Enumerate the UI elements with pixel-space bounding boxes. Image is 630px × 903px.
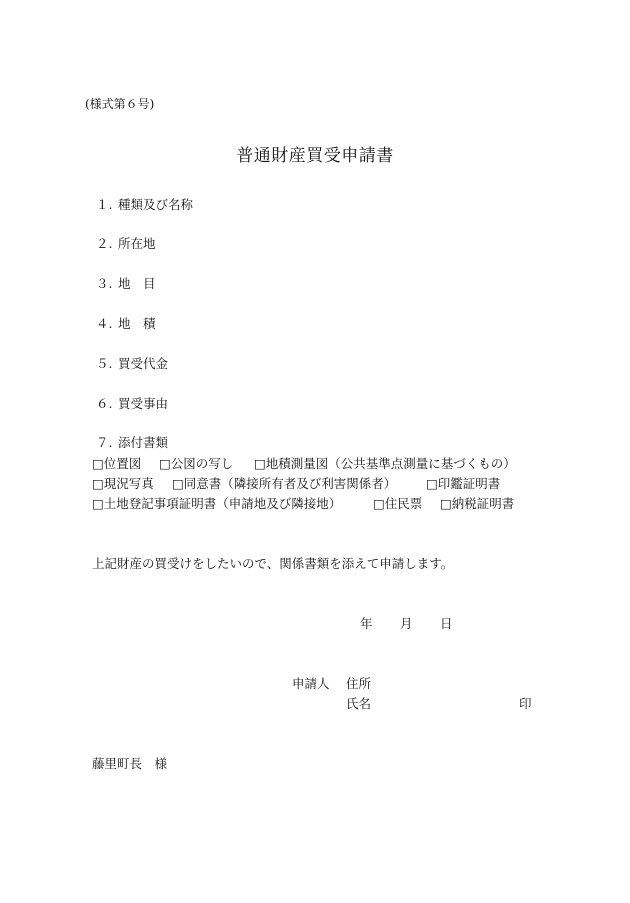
checkbox-tax-certificate[interactable]: □納税証明書	[440, 496, 515, 511]
checkbox-site-photos[interactable]: □現況写真	[92, 476, 154, 491]
item-purchase-reason	[96, 398, 168, 411]
attachment-row-2	[92, 478, 500, 491]
item-label: 地 目	[118, 276, 156, 291]
item-purchase-price	[96, 358, 168, 371]
item-number: ４.	[96, 316, 113, 331]
document-title: 普通財産買受申請書	[236, 146, 394, 166]
date-month-label: 月	[400, 616, 413, 631]
item-number: ６.	[96, 396, 113, 411]
item-label: 地 積	[118, 316, 156, 331]
checkbox-location-map[interactable]: □位置図	[92, 456, 142, 471]
item-label: 所在地	[118, 236, 156, 251]
item-label: 添付書類	[118, 435, 169, 450]
checkbox-resident-record[interactable]: □住民票	[373, 496, 423, 511]
checkbox-seal-certificate[interactable]: □印鑑証明書	[426, 476, 501, 491]
attachment-row-3	[92, 498, 514, 511]
item-location	[96, 238, 156, 251]
item-type-name	[96, 199, 193, 212]
item-number: ５.	[96, 356, 113, 371]
item-label: 種類及び名称	[118, 197, 194, 212]
address-label: 住所	[346, 676, 372, 691]
date-year-label: 年	[360, 616, 373, 631]
item-label: 買受事由	[118, 396, 169, 411]
item-attachments	[96, 437, 168, 450]
checkbox-land-registry-certificate[interactable]: □土地登記事項証明書（申請地及び隣接地）	[92, 496, 342, 511]
addressee: 藤里町長 様	[92, 756, 168, 771]
item-number: ２.	[96, 236, 113, 251]
name-label: 氏名	[346, 696, 372, 711]
item-label: 買受代金	[118, 356, 169, 371]
checkbox-consent-form[interactable]: □同意書（隣接所有者及び利害関係者）	[172, 476, 397, 491]
date-day-label: 日	[440, 616, 453, 631]
checkbox-cadastral-map-copy[interactable]: □公図の写し	[159, 456, 234, 471]
item-number: ７.	[96, 435, 113, 450]
form-number: (様式第６号)	[85, 97, 155, 111]
applicant-label: 申請人	[292, 676, 330, 691]
item-land-category	[96, 278, 156, 291]
item-number: ３.	[96, 276, 113, 291]
seal-mark: 印	[519, 696, 532, 711]
application-statement: 上記財産の買受けをしたいので、関係書類を添えて申請します。	[92, 556, 454, 571]
item-land-area	[96, 318, 156, 331]
checkbox-land-survey-map[interactable]: □地積測量図（公共基準点測量に基づくもの）	[254, 456, 516, 471]
item-number: １.	[96, 197, 113, 212]
attachment-row-1	[92, 458, 516, 471]
